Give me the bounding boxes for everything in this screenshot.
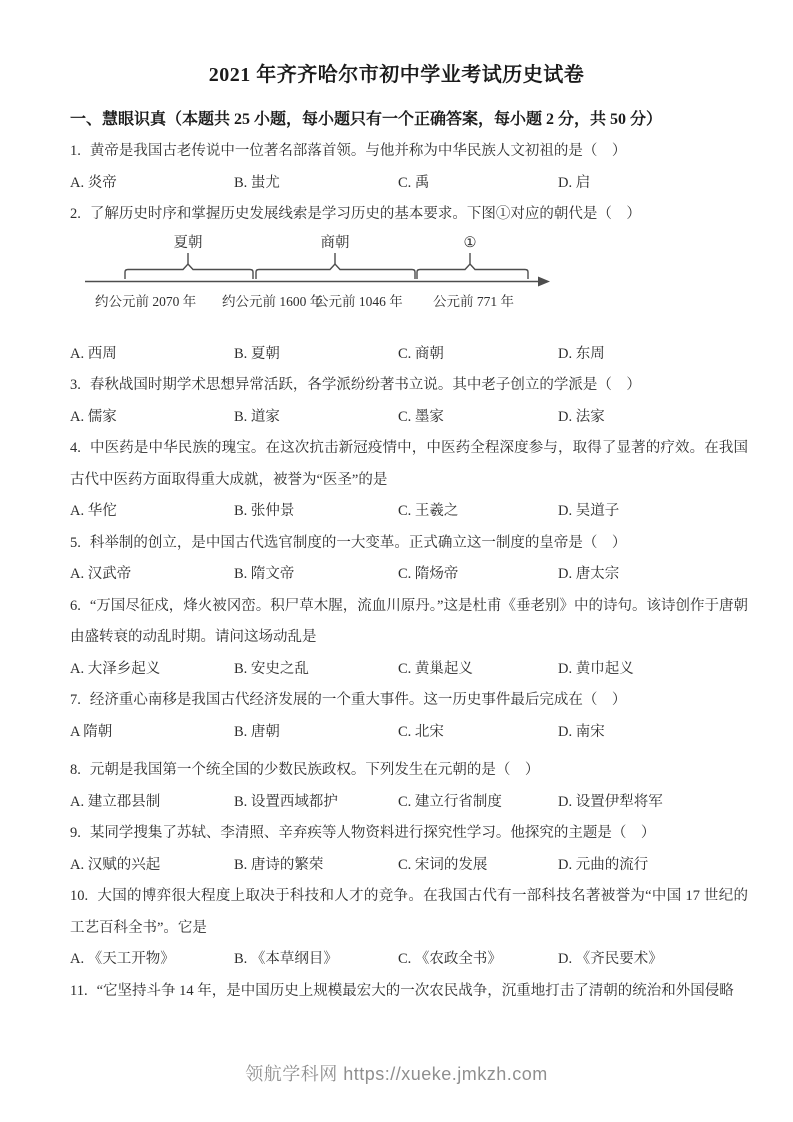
option-a: A 隋朝 (70, 723, 113, 740)
question-stem (70, 818, 748, 850)
option-c: C. 黄巢起义 (398, 660, 473, 677)
option-c: C. 建立行省制度 (398, 793, 502, 810)
option-a: A. 炎帝 (70, 174, 117, 191)
option-d: D. 吴道子 (558, 503, 620, 519)
option-c: C. 禹 (398, 174, 430, 191)
option-b: B. 道家 (234, 408, 280, 425)
question-stem (70, 433, 748, 496)
timeline-period-label-shang: 商朝 (320, 234, 350, 251)
timeline-bracket (256, 264, 415, 279)
option-c: C. 商朝 (398, 345, 444, 362)
options-row (70, 787, 748, 819)
question-number: 4. (70, 440, 81, 456)
option-b: B. 唐朝 (234, 723, 280, 740)
question-number: 11. (70, 982, 88, 999)
question-stem (70, 199, 748, 231)
timeline-period-label-circled-one: ① (463, 234, 477, 251)
option-a: A. 汉武帝 (70, 566, 132, 582)
option-b: B. 《本草纲目》 (234, 951, 338, 967)
option-d: D. 法家 (558, 408, 605, 425)
option-b: B. 夏朝 (234, 345, 280, 362)
option-a: A. 华佗 (70, 503, 117, 519)
question-text: 黄帝是我国古老传说中一位著名部落首领。与他并称为中华民族人文初祖的是（ ） (89, 143, 627, 159)
question-stem (70, 136, 748, 168)
question-text: 科举制的创立，是中国古代选官制度的一大变革。正式确立这一制度的皇帝是（ ） (89, 534, 627, 551)
question-stem (70, 755, 748, 787)
section-heading: 一、慧眼识真（本题共 25 小题，每小题只有一个正确答案，每小题 2 分，共 50 分） (70, 111, 663, 128)
question-text: 经济重心南移是我国古代经济发展的一个重大事件。这一历史事件最后完成在（ ） (89, 692, 627, 708)
question-9 (70, 818, 748, 881)
question-text: 中医药是中华民族的瑰宝。在这次抗击新冠疫情中，中医药全程深度参与，取得了显著的疗效。在我国古代中医药方面取得重大成就，被誉为“医圣”的是 (70, 440, 748, 488)
option-b: B. 张仲景 (234, 503, 295, 519)
question-number: 2. (70, 206, 81, 222)
option-b: B. 设置西域都护 (234, 793, 338, 810)
question-text: 了解历史时序和掌握历史发展线索是学习历史的基本要求。下图①对应的朝代是（ ） (89, 206, 641, 222)
question-4 (70, 433, 748, 528)
question-3 (70, 370, 748, 433)
options-row (70, 944, 748, 976)
option-a: A. 大泽乡起义 (70, 660, 161, 677)
question-number: 1. (70, 143, 81, 159)
option-d: D. 启 (558, 174, 591, 191)
question-number: 10. (70, 888, 89, 904)
question-text: 春秋战国时期学术思想异常活跃，各学派纷纷著书立说。其中老子创立的学派是（ ） (89, 377, 641, 393)
question-text: 某同学搜集了苏轼、李清照、辛弃疾等人物资料进行探究性学习。他探究的主题是（ ） (89, 825, 656, 841)
question-stem (70, 685, 748, 717)
timeline-period-label-xia: 夏朝 (173, 234, 203, 251)
option-a: A. 《天工开物》 (70, 951, 175, 967)
options-row (70, 168, 748, 200)
question-6 (70, 591, 748, 686)
page-title: 2021 年齐齐哈尔市初中学业考试历史试卷 (208, 64, 585, 86)
options-row (70, 717, 748, 749)
options-row (70, 496, 748, 528)
question-2 (70, 199, 748, 370)
timeline-date: 约公元前 1600 年 (222, 293, 324, 309)
options-row (70, 850, 748, 882)
option-d: D. 《齐民要术》 (558, 951, 663, 967)
question-number: 3. (70, 377, 81, 393)
timeline-bracket (125, 264, 253, 279)
option-d: D. 唐太宗 (558, 566, 620, 582)
option-c: C. 宋词的发展 (398, 856, 488, 873)
question-text: “它坚持斗争 14 年，是中国历史上规模最宏大的一次农民战争，沉重地打击了清朝的统治和外国侵略 (96, 982, 734, 999)
options-row (70, 402, 748, 434)
question-number: 5. (70, 534, 81, 551)
question-stem (70, 976, 748, 1008)
option-d: D. 东周 (558, 345, 605, 362)
question-text: 大国的博弈很大程度上取决于科技和人才的竞争。在我国古代有一部科技名著被誉为“中国 17 世纪的工艺百科全书”。它是 (70, 888, 748, 936)
question-stem (70, 528, 748, 560)
question-text: “万国尽征戍，烽火被冈峦。积尸草木腥，流血川原丹。”这是杜甫《垂老别》中的诗句。该诗创作于唐朝由盛转衰的动乱时期。请问这场动乱是 (70, 597, 748, 645)
question-11 (70, 976, 748, 1008)
question-text: 元朝是我国第一个统全国的少数民族政权。下列发生在元朝的是（ ） (89, 762, 540, 778)
option-a: A. 西周 (70, 345, 117, 362)
options-row (70, 654, 748, 686)
question-stem (70, 591, 748, 654)
question-stem (70, 370, 748, 402)
timeline-diagram (70, 231, 630, 339)
question-number: 8. (70, 762, 81, 778)
question-number: 7. (70, 692, 81, 708)
timeline-date: 公元前 771 年 (433, 293, 514, 309)
question-5 (70, 528, 748, 591)
question-10 (70, 881, 748, 976)
option-b: B. 隋文帝 (234, 566, 295, 582)
option-c: C. 《农政全书》 (398, 951, 502, 967)
option-d: D. 黄巾起义 (558, 660, 634, 677)
question-number: 6. (70, 597, 81, 614)
option-c: C. 墨家 (398, 408, 444, 425)
options-row (70, 339, 748, 371)
timeline-arrow-icon (538, 276, 550, 286)
option-b: B. 安史之乱 (234, 660, 309, 677)
option-a: A. 建立郡县制 (70, 793, 161, 810)
question-number: 9. (70, 825, 81, 841)
option-d: D. 元曲的流行 (558, 856, 649, 873)
option-b: B. 唐诗的繁荣 (234, 856, 324, 873)
question-1 (70, 136, 748, 199)
option-a: A. 汉赋的兴起 (70, 856, 161, 873)
timeline-figure (70, 231, 748, 339)
timeline-date: 公元前 1046 年 (315, 293, 403, 309)
option-c: C. 北宋 (398, 723, 444, 740)
options-row (70, 559, 748, 591)
timeline-bracket (417, 264, 528, 279)
option-c: C. 隋炀帝 (398, 566, 459, 582)
question-stem (70, 881, 748, 944)
option-c: C. 王羲之 (398, 503, 459, 519)
timeline-date: 约公元前 2070 年 (95, 293, 197, 309)
option-d: D. 南宋 (558, 723, 605, 740)
option-b: B. 蚩尤 (234, 174, 280, 191)
option-d: D. 设置伊犁将军 (558, 793, 663, 810)
question-7 (70, 685, 748, 748)
option-a: A. 儒家 (70, 408, 117, 425)
question-8 (70, 755, 748, 818)
watermark: 领航学科网 https://xueke.jmkzh.com (245, 1064, 548, 1084)
